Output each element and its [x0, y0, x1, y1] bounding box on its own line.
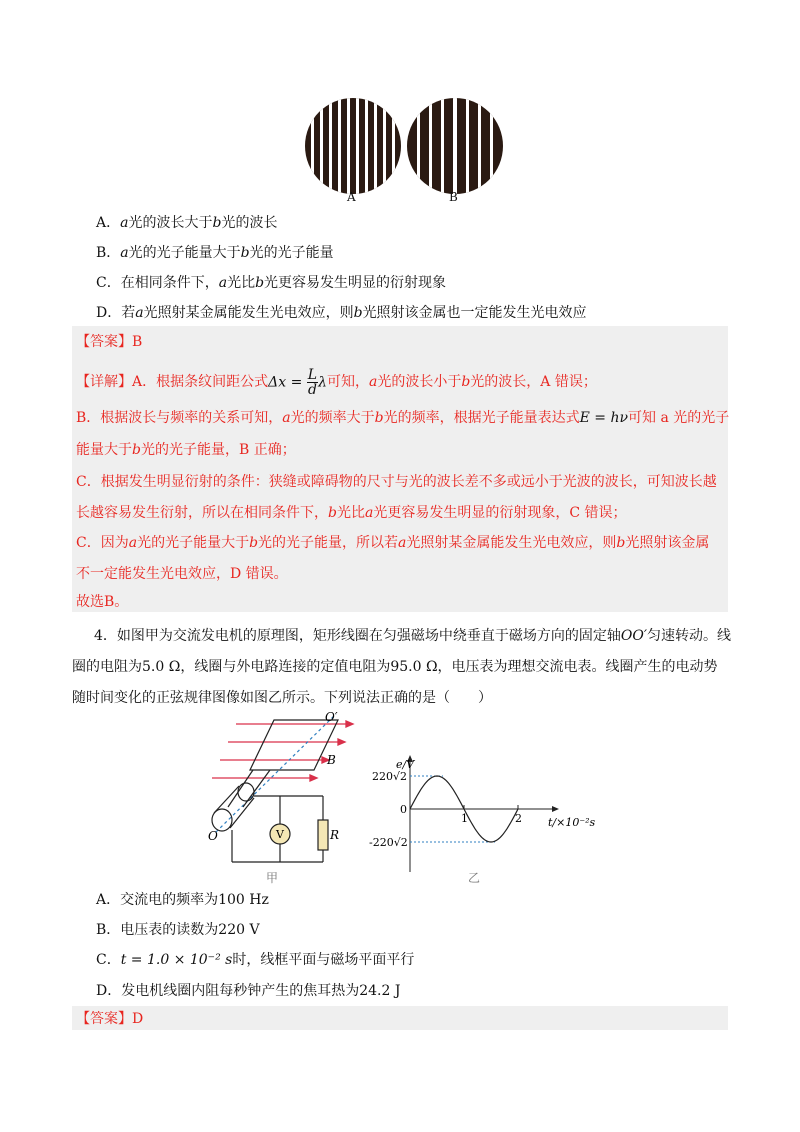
diffraction-pattern-a [305, 98, 401, 194]
q4-option-c: C．t = 1.0 × 10⁻² s时，线框平面与磁场平面平行 [96, 952, 415, 968]
y-axis-label: e/V [396, 758, 415, 771]
q4-stem-line3: 随时间变化的正弦规律图像如图乙所示。下列说法正确的是（ ） [72, 690, 492, 706]
figure-yi-caption: 乙 [468, 871, 481, 885]
emf-chart [368, 754, 608, 886]
y-tick-max: 220√2 [372, 770, 408, 783]
fringe-spacing-formula: Δx = $\frac{L}{d}$ λ [268, 366, 327, 398]
q3-detail-line5: 长越容易发生衍射，所以在相同条件下，b光比a光更容易发生明显的衍射现象，C 错误； [76, 505, 627, 521]
q3-answer: 【答案】B [76, 334, 143, 350]
rotation-axis: OO′ [620, 628, 648, 644]
x-tick-1: 1 [461, 812, 468, 825]
q3-detail-line4: C．根据发生明显衍射的条件：狭缝或障碍物的尺寸与光的波长差不多或远小于光波的波长，可知波长越 [76, 474, 717, 490]
q3-detail-line2: B．根据波长与频率的关系可知，a光的频率大于b光的频率，根据光子能量表达式E = hν可知 a 光的光子 [76, 410, 730, 426]
pattern-a-stripes [305, 98, 401, 194]
q3-detail-line3: 能量大于b光的光子能量，B 正确； [76, 442, 296, 458]
pattern-b-stripes [407, 98, 503, 194]
q3-option-b: B．a光的光子能量大于b光的光子能量 [96, 245, 334, 261]
q4-answer: 【答案】D [76, 1011, 144, 1027]
slip-ring-2 [238, 783, 254, 801]
q3-option-a: A．a光的波长大于b光的波长 [96, 215, 278, 231]
y-tick-min: -220√2 [369, 836, 408, 849]
q4-option-b: B．电压表的读数为220 V [96, 922, 260, 938]
field-label: B [327, 753, 336, 767]
time-formula: t = 1.0 × 10⁻² s [120, 952, 233, 968]
q3-option-c: C．在相同条件下，a光比b光更容易发生明显的衍射现象 [96, 275, 447, 291]
x-axis-label: t/×10⁻²s [548, 816, 596, 829]
axis-label-bottom: O [208, 829, 218, 843]
origin-label: 0 [400, 803, 407, 816]
q3-conclusion: 故选B。 [76, 594, 129, 610]
photon-energy-formula: E = hν [579, 410, 629, 426]
q3-option-d: D．若a光照射某金属能发生光电效应，则b光照射该金属也一定能发生光电效应 [96, 305, 587, 321]
generator-diagram [198, 712, 368, 887]
q4-stem-line2: 圈的电阻为5.0 Ω，线圈与外电路连接的定值电阻为95.0 Ω，电压表为理想交流电表。线圈产生的电动势 [72, 659, 718, 675]
q3-detail-line7: 不一定能发生光电效应，D 错误。 [76, 566, 288, 582]
q3-detail-line1: 【详解】A．根据条纹间距公式Δx = $\frac{L}{d}$ λ可知，a光的波长小于b光的波长，A 错误； [76, 366, 597, 398]
figure-jia-caption: 甲 [266, 871, 279, 885]
q4-stem-line1: 4．如图甲为交流发电机的原理图，矩形线圈在匀强磁场中绕垂直于磁场方向的固定轴OO′匀速转动。线 [94, 628, 732, 644]
q4-option-d: D．发电机线圈内阻每秒钟产生的焦耳热为24.2 J [96, 983, 401, 999]
axis-line [216, 714, 336, 832]
voltmeter-label: V [276, 828, 284, 841]
q3-detail-line6: C．因为a光的光子能量大于b光的光子能量，所以若a光照射某金属能发生光电效应，则b光照射该金属 [76, 535, 710, 551]
q4-answer-box [72, 1006, 728, 1030]
diffraction-pattern-b [407, 98, 503, 194]
magnetic-field-lines [212, 721, 353, 781]
q4-option-a: A．交流电的频率为100 Hz [96, 892, 269, 908]
resistor [318, 820, 328, 850]
pattern-a-caption: A [347, 190, 356, 204]
resistor-label: R [330, 828, 340, 842]
axis-label-top: O′ [325, 712, 338, 724]
pattern-b-caption: B [449, 190, 458, 204]
x-tick-2: 2 [515, 812, 522, 825]
